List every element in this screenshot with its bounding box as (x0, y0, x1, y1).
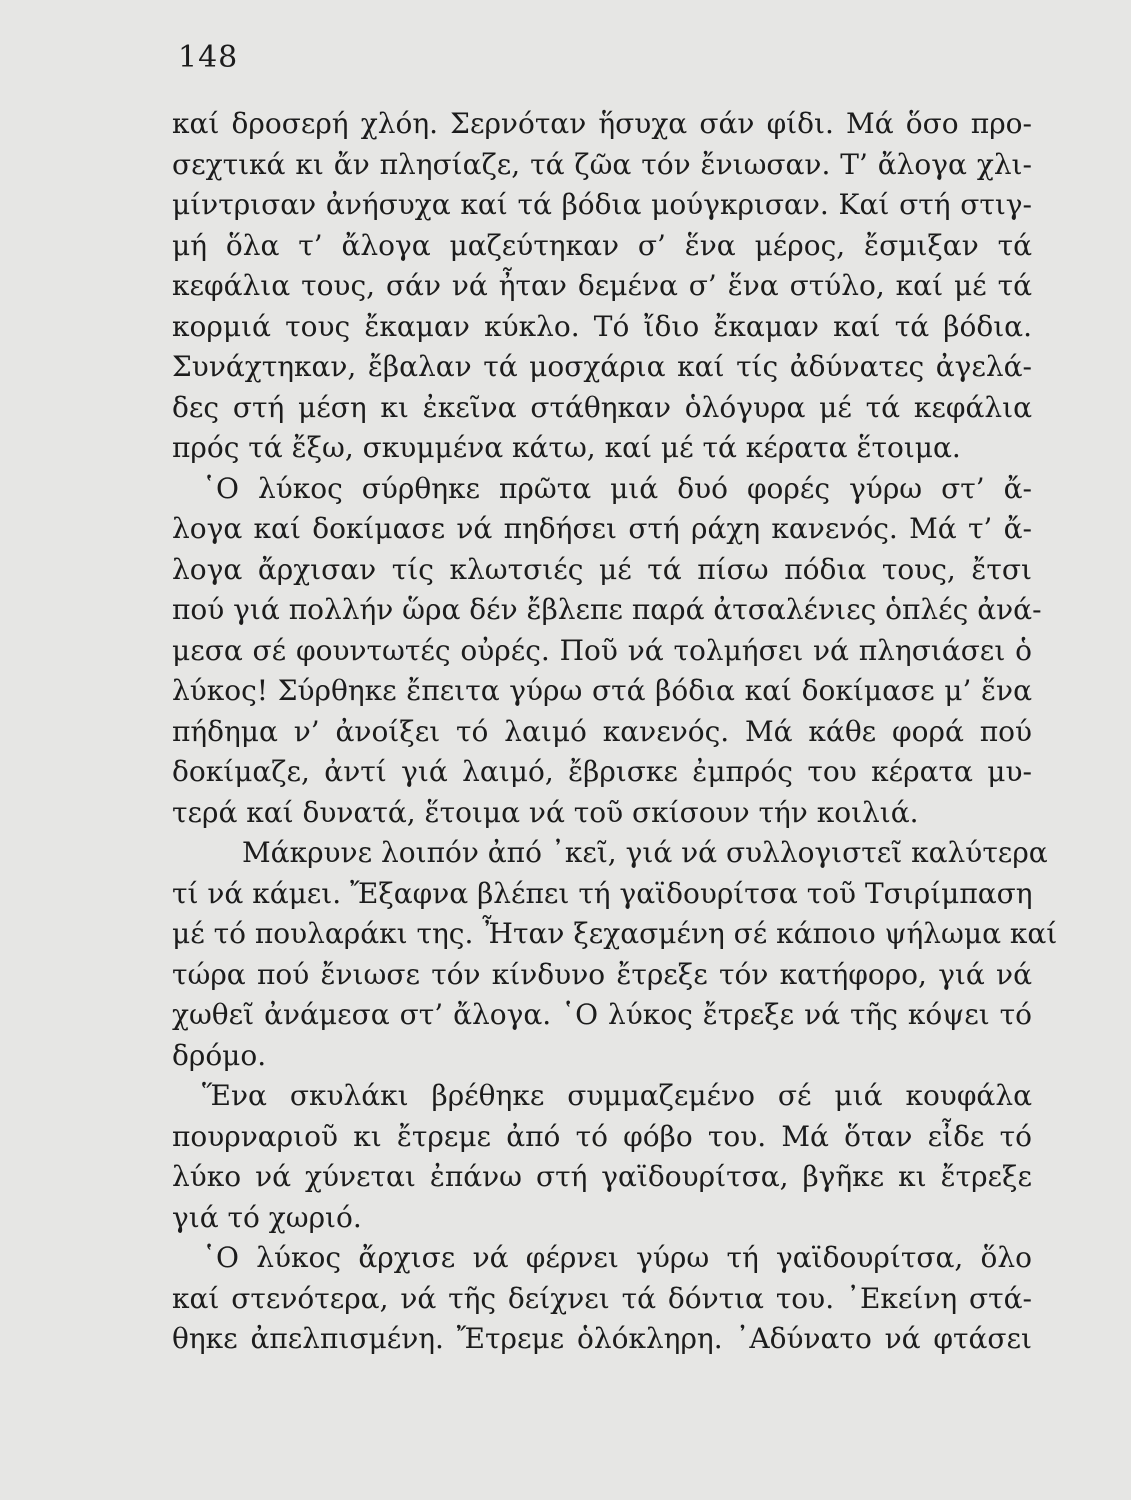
text-line: μέ τό πουλαράκι της. Ἦταν ξεχασμένη σέ κάποιο ψήλωμα καί (172, 917, 1058, 950)
text-line: πουρναριοῦ κι ἔτρεμε ἀπό τό φόβο του. Μά ὅταν εἶδε τό (172, 1119, 1032, 1153)
text-line: πρός τά ἔξω, σκυμμένα κάτω, καί μέ τά κέρατα ἕτοιμα. (172, 431, 961, 464)
text-line: μή ὅλα τ’ ἄλογα μαζεύτηκαν σ’ ἕνα μέρος, ἔσμιξαν τά (172, 228, 1032, 262)
text-line: δρόμο. (172, 1038, 267, 1072)
text-line: Συνάχτηκαν, ἔβαλαν τά μοσχάρια καί τίς ἀδύνατες ἀγελά- (172, 350, 1032, 383)
text-line: λύκο νά χύνεται ἐπάνω στή γαϊδουρίτσα, βγῆκε κι ἔτρεξε (172, 1160, 1032, 1193)
text-line: τερά καί δυνατά, ἕτοιμα νά τοῦ σκίσουν τήν κοιλιά. (172, 795, 919, 829)
body-text (172, 104, 1058, 1360)
text-line: τώρα πού ἔνιωσε τόν κίνδυνο ἔτρεξε τόν κατήφορο, γιά νά (172, 957, 1032, 991)
text-line: καί δροσερή χλόη. Σερνόταν ἥσυχα σάν φίδι. Μά ὅσο προ- (172, 107, 1032, 140)
text-line: δες στή μέση κι ἐκεῖνα στάθηκαν ὁλόγυρα μέ τά κεφάλια (172, 390, 1032, 424)
text-line: δοκίμαζε, ἀντί γιά λαιμό, ἔβρισκε ἐμπρός του κέρατα μυ- (172, 755, 1032, 788)
text-line: μεσα σέ φουντωτές οὐρές. Ποῦ νά τολμήσει νά πλησιάσει ὁ (172, 633, 1032, 667)
text-line: λογα ἄρχισαν τίς κλωτσιές μέ τά πίσω πόδια τους, ἔτσι (172, 552, 1032, 586)
text-line: μίντρισαν ἀνήσυχα καί τά βόδια μούγκρισαν. Καί στή στιγ- (172, 188, 1032, 221)
text-line: θηκε ἀπελπισμένη. Ἔτρεμε ὁλόκληρη. ᾽Αδύνατο νά φτάσει (172, 1322, 1032, 1355)
page-number: 148 (178, 40, 239, 75)
text-line: Ἕνα σκυλάκι βρέθηκε συμμαζεμένο σέ μιά κουφάλα (202, 1079, 1032, 1112)
text-line: σεχτικά κι ἄν πλησίαζε, τά ζῶα τόν ἔνιωσαν. Τ’ ἄλογα χλι- (172, 147, 1032, 181)
text-line: λύκος! Σύρθηκε ἔπειτα γύρω στά βόδια καί δοκίμασε μ’ ἕνα (172, 674, 1032, 707)
text-line: πού γιά πολλήν ὥρα δέν ἔβλεπε παρά ἀτσαλένιες ὁπλές ἀνά- (172, 593, 1042, 626)
text-line: κορμιά τους ἔκαμαν κύκλο. Τό ἴδιο ἔκαμαν καί τά βόδια. (172, 309, 1032, 343)
text-line: καί στενότερα, νά τῆς δείχνει τά δόντια του. ᾽Εκείνη στά- (172, 1281, 1032, 1315)
text-line: κεφάλια τους, σάν νά ἦταν δεμένα σ’ ἕνα στύλο, καί μέ τά (172, 269, 1032, 302)
text-line: πήδημα ν’ ἀνοίξει τό λαιμό κανενός. Μά κάθε φορά πού (172, 714, 1032, 748)
text-line: ῾Ο λύκος ἄρχισε νά φέρνει γύρω τή γαϊδουρίτσα, ὅλο (202, 1241, 1032, 1274)
text-line: γιά τό χωριό. (172, 1200, 362, 1234)
text-line: Μάκρυνε λοιπόν ἀπό ᾽κεῖ, γιά νά συλλογιστεῖ καλύτερα (242, 836, 1048, 869)
text-line: λογα καί δοκίμασε νά πηδήσει στή ράχη κανενός. Μά τ’ ἄ- (172, 512, 1032, 545)
text-line: χωθεῖ ἀνάμεσα στ’ ἄλογα. ῾Ο λύκος ἔτρεξε νά τῆς κόψει τό (172, 998, 1032, 1031)
text-line: τί νά κάμει. Ἔξαφνα βλέπει τή γαϊδουρίτσα τοῦ Τσιρίμπαση (172, 876, 1033, 910)
text-line: ῾Ο λύκος σύρθηκε πρῶτα μιά δυό φορές γύρω στ’ ἄ- (202, 471, 1032, 505)
